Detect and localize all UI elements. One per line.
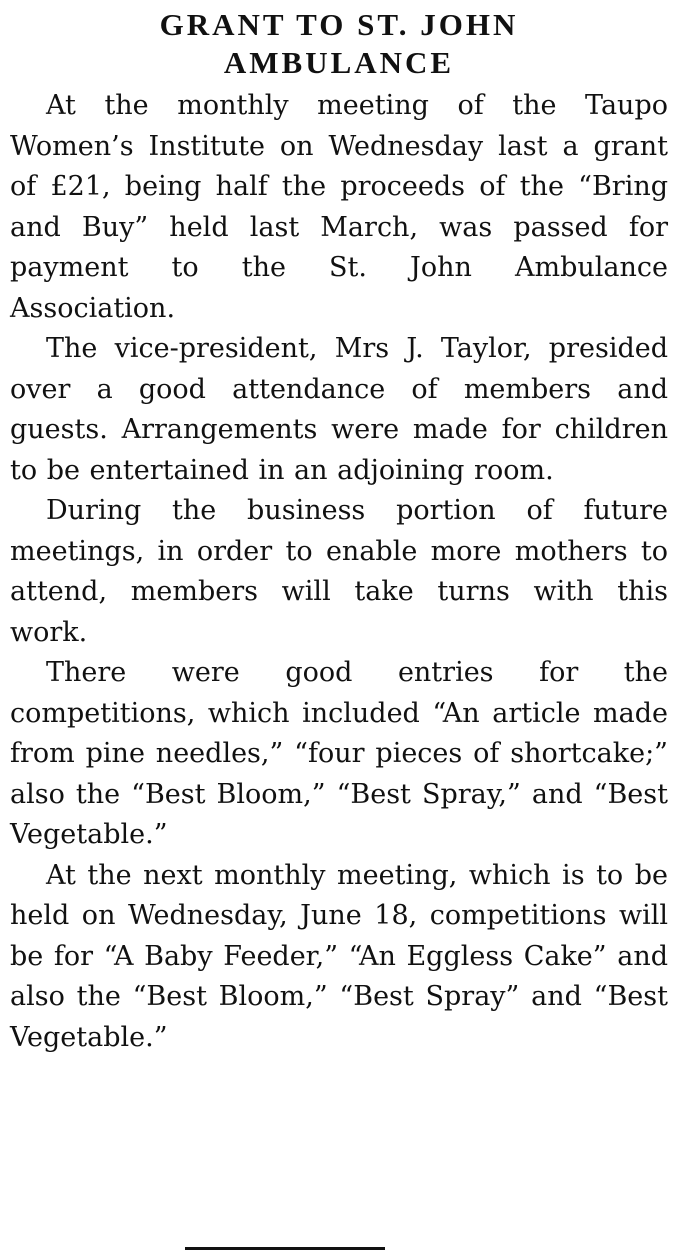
article-headline: [10, 6, 668, 82]
paragraph-business: During the business portion of future meetings, in order to enable more mothers to attend, members will take turns with this work.: [10, 495, 668, 648]
paragraph-next-meeting: At the next monthly meeting, which is to be held on Wednesday, June 18, competitions will be for “A Baby Feeder,” “An Eggless Cake” and also the “Best Bloom,” “Best Spray” and “Best Vegetable.”: [10, 859, 668, 1053]
closing-rule: [185, 1247, 385, 1250]
paragraph-grant: At the monthly meeting of the Taupo Women’s Institute on Wednesday last a grant of £21, being half the proceeds of the “Bring and Buy” held last March, was passed for payment to the St. John Ambulance Association.: [10, 90, 668, 324]
newspaper-article: [10, 6, 668, 1058]
headline-line-2: AMBULANCE: [223, 45, 455, 80]
paragraph-competitions: There were good entries for the competitions, which included “An article made from pine needles,” “four pieces of shortcake;” also the “Best Bloom,” “Best Spray,” and “Best Vegetable.”: [10, 657, 668, 850]
paragraph-attendance: The vice-president, Mrs J. Taylor, presided over a good attendance of members and guests. Arrangements were made for children to be entertained in an adjoining room.: [10, 333, 668, 486]
headline-line-1: GRANT TO ST. JOHN: [159, 7, 519, 42]
